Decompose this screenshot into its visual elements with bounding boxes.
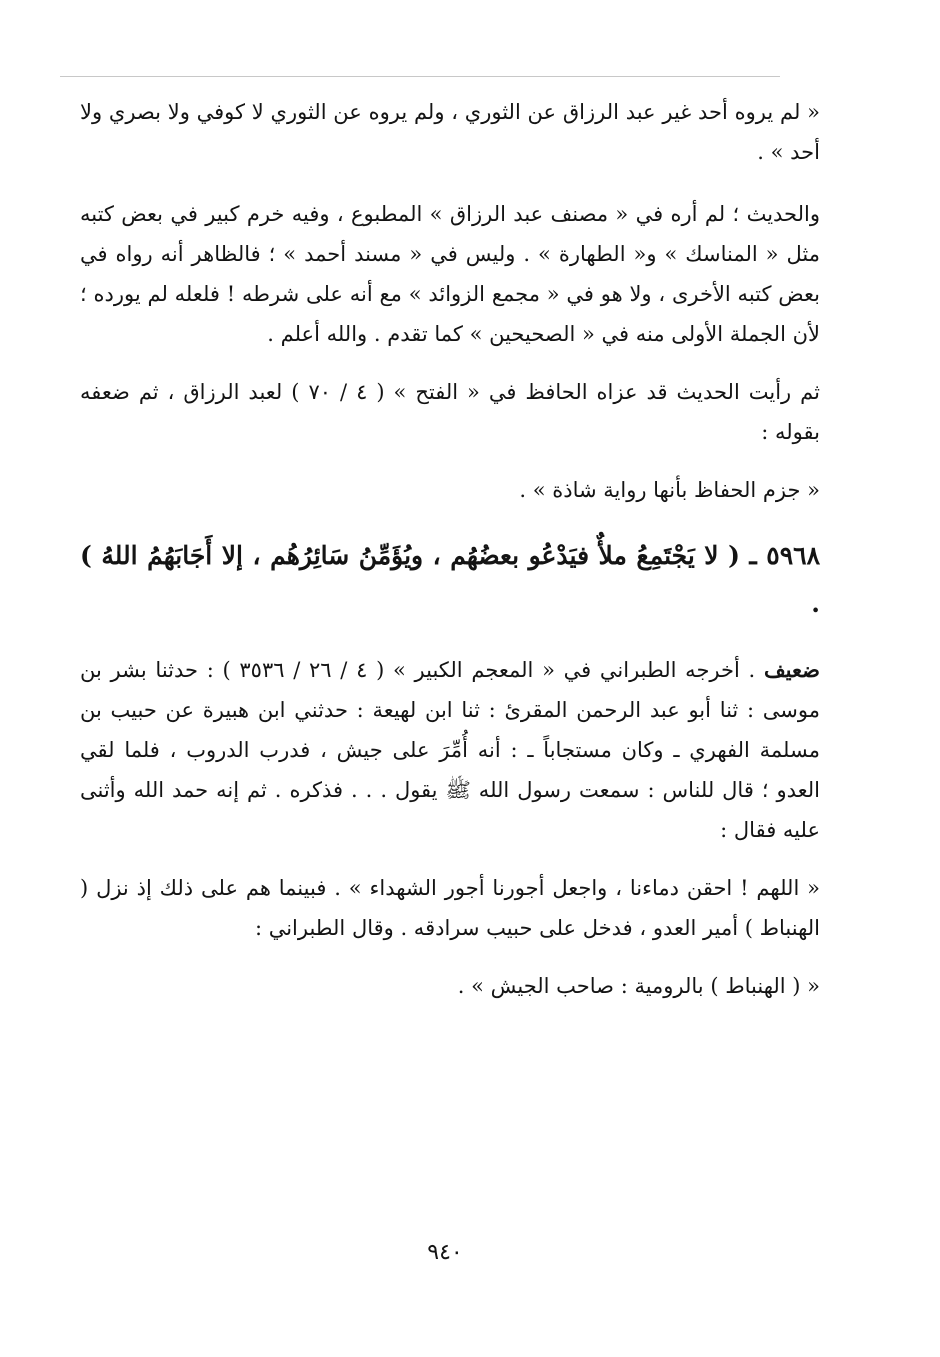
grading-label: ضعيف [763,657,820,682]
footnote-paragraph: « ( الهنباط ) بالرومية : صاحب الجيش » . [457,974,820,998]
dua-paragraph: « اللهم ! احقن دماءنا ، واجعل أجورنا أجور الشهداء » . فبينما هم على ذلك إذ نزل ( الهنباط ) أمير العدو ، فدخل على حبيب سرادقه . وقال الطبراني : [80,876,820,940]
page-body [80,92,820,1006]
commentary-paragraph: والحديث ؛ لم أره في « مصنف عبد الرزاق » المطبوع ، وفيه خرم كبير في بعض كتبه مثل « المناسك » و« الطهارة » . وليس في « مسند أحمد » ؛ فالظاهر أنه رواه في بعض كتبه الأخرى ، ولا هو في « مجمع الزوائد » مع أنه على شرطه ! فلعله لم يورده ؛ لأن الجملة الأولى منه في « الصحيحين » كما تقدم . والله أعلم . [80,202,820,346]
hadith-heading: ٥٩٦٨ ـ ( لا يَجْتَمِعُ ملأٌ فيَدْعُو بعضُهُم ، ويُؤَمِّنُ سَائِرُهُم ، إلا أَجَابَهُمُ اللهُ ) . [80,541,820,618]
grading-paragraph [80,650,820,850]
quote-paragraph-short: « جزم الحفاظ بأنها رواية شاذة » . [519,478,820,502]
quote-paragraph: « لم يروه أحد غير عبد الرزاق عن الثوري ، ولم يروه عن الثوري لا كوفي ولا بصري ولا أحد » . [80,100,820,164]
header-rule [60,76,780,77]
attribution-paragraph: ثم رأيت الحديث قد عزاه الحافظ في « الفتح » ( ٤ / ٧٠ ) لعبد الرزاق ، ثم ضعفه بقوله : [80,380,820,444]
page-number: ٩٤٠ [427,1240,463,1265]
grading-text: . أخرجه الطبراني في « المعجم الكبير » ( ٤ / ٢٦ / ٣٥٣٦ ) : حدثنا بشر بن موسى : ثنا أبو عبد الرحمن المقرئ : ثنا ابن لهيعة : حدثني ابن هبيرة عن حبيب بن مسلمة الفهري ـ وكان مستجاباً ـ : أنه أُمِّرَ على جيش ، فدرب الدروب ، فلما لقي العدو ؛ قال للناس : سمعت رسول الله ﷺ يقول . . . فذكره . ثم إنه حمد الله وأثنى عليه فقال : [80,658,820,842]
